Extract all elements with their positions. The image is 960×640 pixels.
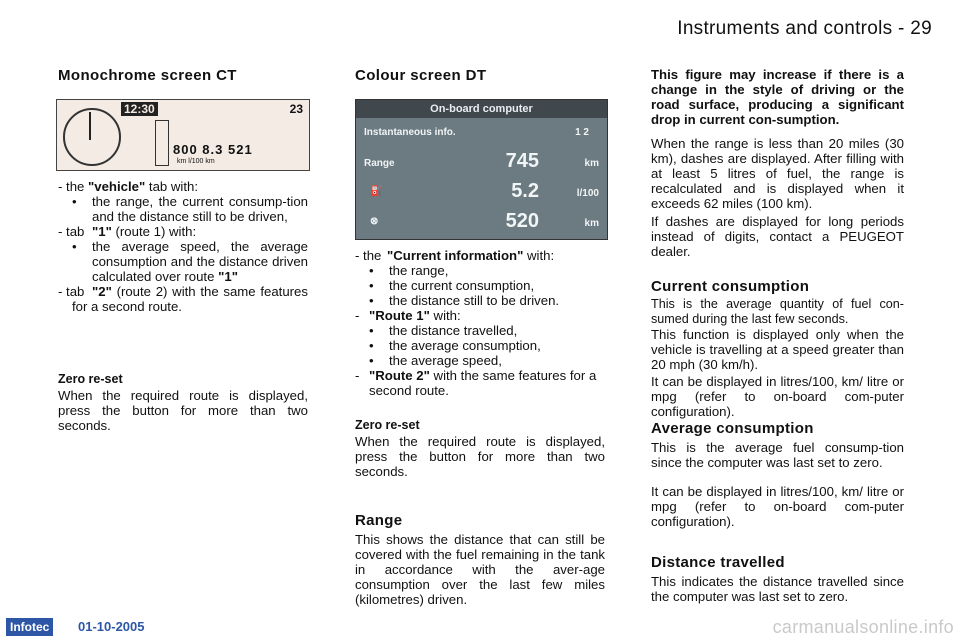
screen-dist-unit: km [584,218,599,229]
range-text: This shows the distance that can still be covered with the fuel remaining in the tank in accordance with the aver-age consumption over the last few miles (kilometres) driven. [355,532,605,607]
range-note-1: When the range is less than 20 miles (30 km), dashes are displayed. After filling with at least 5 litres of fuel, the range is recalculated and is displayed when it exceeds 62 miles (100 km). [651,136,904,211]
tab1-label: "1" [92,224,112,239]
list-item: the average speed, [389,353,502,368]
dash: - the [355,248,382,263]
monochrome-list: - the "vehicle" tab with: • the range, the current consump-tion and the distance still to be driven, - tab "1" (route 1) with: • the average speed, the average consumption and the distance driven calculated over route "1" - tab "2" (route 2) with the same features for a second route. [58,179,308,314]
dash: - tab [58,224,85,239]
current-info-label: "Current information" [387,248,524,263]
zero-reset-title: Zero re-set [58,372,123,386]
dash: - the [58,179,85,194]
screen-info-label: Instantaneous info. [364,127,456,138]
list-item: the range, the current consump-tion and the distance still to be driven, [92,194,308,224]
average-consumption-title: Average consumption [651,420,814,437]
screen-dist-value: 520 [505,210,539,232]
list-text: with: [527,248,555,263]
colour-title: Colour screen DT [355,67,487,84]
route1-label: "Route 1" [369,308,430,323]
list-text: with the same features for a second route. [369,368,597,398]
infotec-badge: Infotec [6,618,53,636]
screen-range-unit: km [584,158,599,169]
screen-tabs: 1 2 [575,127,589,138]
monochrome-screen-image [56,99,310,171]
intro-bold-text: This figure may increase if there is a change in the style of driving or the road surface, producing a significant drop in current con-sumption. [651,67,904,127]
screen-range-row [364,150,599,176]
tab2-label: "2" [92,284,112,299]
dash: - [355,368,360,383]
screen-time: 12:30 [121,102,158,116]
screen-cons-value: 5.2 [511,180,539,202]
current-consumption-text-2: This function is displayed only when the vehicle is travelling at a speed greater than 20 mph (30 km/h). [651,327,904,372]
screen-info-row [364,127,599,138]
zero-reset-text-2: When the required route is displayed, press the button for more than two seconds. [355,434,605,479]
fuel-pump-icon: ⛽ [370,186,383,197]
distance-travelled-text: This indicates the distance travelled since the computer was last set to zero. [651,574,904,604]
average-consumption-text-1: This is the average fuel consump-tion since the computer was last set to zero. [651,440,904,470]
list-item: the average consumption, [389,338,541,353]
page-header: Instruments and controls - 29 [677,18,932,39]
monochrome-title: Monochrome screen CT [58,67,237,84]
screen-range-label: Range [364,158,395,169]
screen-titlebar: On-board computer [356,100,607,118]
vehicle-tab-label: "vehicle" [88,179,146,194]
current-consumption-text-3: It can be displayed in litres/100, km/ litre or mpg (refer to on-board com-puter configuration). [651,374,904,419]
current-consumption-text-1: This is the average quantity of fuel con-sumed during the last few seconds. [651,297,904,326]
screen-values: 800 8.3 521 [173,142,253,157]
list-item: the distance travelled, [389,323,518,338]
zero-reset-title-2: Zero re-set [355,418,420,432]
watermark: carmanualsonline.info [772,617,954,637]
route2-label: "Route 2" [369,368,430,383]
screen-range-value: 745 [505,150,539,172]
colour-screen-image [355,99,608,240]
zero-reset-text: When the required route is displayed, press the button for more than two seconds. [58,388,308,433]
screen-cons-row [364,180,599,206]
list-text: (route 2) with the same features for a second route. [72,284,308,314]
screen-tabs [155,120,169,166]
screen-temperature: 23 [289,102,303,116]
list-item: the average speed, the average consumption and the distance driven calculated over route [92,239,308,284]
route1-label: "1" [218,269,238,284]
list-item: the current consumption, [389,278,535,293]
list-text: with: [433,308,461,323]
screen-dist-row [364,210,599,236]
distance-icon: ⊗ [370,216,379,227]
screen-cons-unit: l/100 [576,188,599,199]
dash: - [355,308,360,323]
range-note-2: If dashes are displayed for long periods instead of digits, contact a PEUGEOT dealer. [651,214,904,259]
range-title: Range [355,512,403,529]
list-text: tab with: [148,179,199,194]
average-consumption-text-2: It can be displayed in litres/100, km/ litre or mpg (refer to on-board com-puter configuration). [651,484,904,529]
screen-units: km l/100 km [177,158,215,165]
clock-hand [89,112,91,140]
list-text: (route 1) with: [115,224,197,239]
footer-date: 01-10-2005 [78,619,145,634]
list-item: the distance still to be driven. [389,293,560,308]
distance-travelled-title: Distance travelled [651,554,785,571]
clock-icon [63,108,121,166]
list-item: the range, [389,263,449,278]
colour-list: - the "Current information" with: • the range, • the current consumption, • the distance still to be driven. - "Route 1" with: • the distance travelled, • the average consumption, • the average speed, - "Route 2" with the same features for a second route. [355,248,597,398]
dash: - tab [58,284,85,299]
current-consumption-title: Current consumption [651,278,810,295]
